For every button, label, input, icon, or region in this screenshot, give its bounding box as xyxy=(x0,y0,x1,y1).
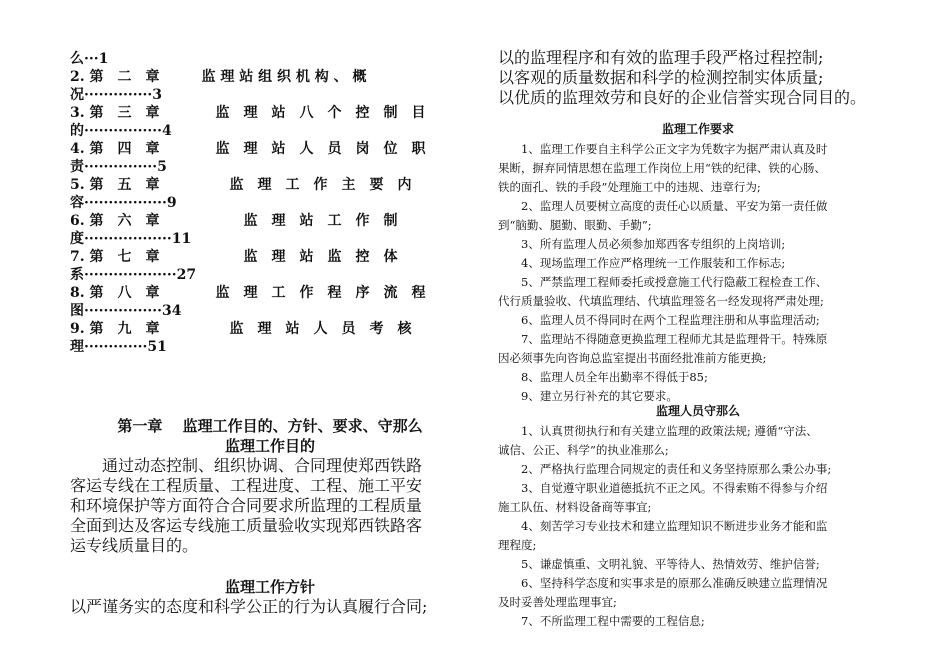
paragraph-line: 通过动态控制、组织协调、合同理使郑西铁路 xyxy=(102,456,423,475)
list-item: 果断，摒弃同情思想在监理工作岗位上用“铁的纪律、铁的心肠、 xyxy=(498,161,826,175)
policy-section xyxy=(70,577,470,617)
list-item: 3、所有监理人员必须参加郑西客专组织的上岗培训; xyxy=(498,237,786,251)
requirements-section xyxy=(498,118,898,406)
list-item: 6、监理人员不得同时在两个工程监理注册和从事监理活动; xyxy=(498,313,820,327)
toc-line: 8. 第 八 章 监 理 工 作 程 序 流 程 xyxy=(70,285,426,301)
chapter-one-section xyxy=(70,416,470,556)
conduct-rules-section xyxy=(498,400,898,631)
list-item: 及时妥善处理监理事宜; xyxy=(498,595,617,609)
toc-line: 7. 第 七 章 监 理 站 监 控 体 xyxy=(70,249,398,265)
section-title: 监理工作方针 xyxy=(224,578,315,596)
toc-line: 图················34 xyxy=(70,303,182,319)
toc-line: 4. 第 四 章 监 理 站 人 员 岗 位 职 xyxy=(70,141,426,157)
toc-line: 9. 第 九 章 监 理 站 人 员 考 核 xyxy=(70,321,412,337)
toc-line: 系···················27 xyxy=(70,267,197,283)
list-item: 6、坚持科学态度和实事求是的原那么准确反映建立监理情况 xyxy=(498,576,828,590)
list-item: 5、谦虚慎重、文明礼貌、平等待人、热情效劳、维护信誉; xyxy=(498,557,820,571)
list-item: 到“脑勤、腿勤、眼勤、手勤”; xyxy=(498,218,652,232)
section-title: 监理工作目的 xyxy=(224,437,315,455)
list-item: 7、监理站不得随意更换监理工程师尤其是监理骨干。特殊原 xyxy=(498,332,828,346)
paragraph-line: 以的监理程序和有效的监理手段严格过程控制; xyxy=(498,48,824,67)
list-item: 4、现场监理工作应严格理统一工作服装和工作标志; xyxy=(498,256,786,270)
policy-continuation xyxy=(498,48,898,108)
list-item: 2、严格执行监理合同规定的责任和义务坚持原那么秉公办事; xyxy=(498,462,832,476)
paragraph-line: 以优质的监理效劳和良好的企业信誉实现合同目的。 xyxy=(498,88,867,107)
chapter-title: 第一章 监理工作目的、方针、要求、守那么 xyxy=(117,417,423,435)
list-item: 因必须事先向咨询总监室提出书面经批准前方能更换; xyxy=(498,351,767,365)
toc-line: 况··············3 xyxy=(70,87,162,103)
list-item: 理程度; xyxy=(498,538,537,552)
list-item: 8、监理人员全年出勤率不得低于85; xyxy=(498,370,708,384)
list-item: 诚信、公正、科学”的执业准那么; xyxy=(498,443,669,457)
list-item: 9、建立另行补充的其它要求。 xyxy=(498,389,678,403)
list-item: 施工队伍、材料设备商等事宜; xyxy=(498,500,652,514)
paragraph-line: 以严谨务实的态度和科学公正的行为认真履行合同; xyxy=(70,597,428,616)
paragraph-line: 客运专线在工程质量、工程进度、工程、施工平安 xyxy=(70,476,423,495)
section-title: 监理人员守那么 xyxy=(655,404,740,418)
toc-line: 的················4 xyxy=(70,123,172,139)
table-of-contents xyxy=(70,50,470,356)
list-item: 1、监理工作要自主科学公正文字为凭数字为据严肃认真及时 xyxy=(498,142,828,156)
toc-line: 3. 第 三 章 监 理 站 八 个 控 制 目 xyxy=(70,105,426,121)
list-item: 4、刻苦学习专业技术和建立监理知识不断进步业务才能和监 xyxy=(498,519,828,533)
toc-line: 6. 第 六 章 监 理 站 工 作 制 xyxy=(70,213,398,229)
list-item: 2、监理人员要树立高度的责任心以质量、平安为第一责任做 xyxy=(498,199,828,213)
toc-line: 理·············51 xyxy=(70,339,167,355)
list-item: 代行质量验收、代填监理结、代填监理签名一经发现将严肃处理; xyxy=(498,294,824,308)
paragraph-line: 以客观的质量数据和科学的检测控制实体质量; xyxy=(498,68,824,87)
toc-line: 度··················11 xyxy=(70,231,192,247)
toc-line: 2. 第 二 章 监 理 站 组 织 机 构 、 概 xyxy=(70,69,367,85)
list-item: 3、自觉遵守职业道德抵抗不正之风。不得索贿不得参与介绍 xyxy=(498,481,828,495)
toc-line: 容·················9 xyxy=(70,195,177,211)
section-title: 监理工作要求 xyxy=(661,122,734,136)
list-item: 5、严禁监理工程师委托或授意施工代行隐蔽工程检查工作、 xyxy=(498,275,828,289)
paragraph-line: 和环境保护等方面符合合同要求所监理的工程质量 xyxy=(70,496,423,515)
paragraph-line: 全面到达及客运专线施工质量验收实现郑西铁路客 xyxy=(70,516,423,535)
paragraph-line: 运专线质量目的。 xyxy=(70,536,199,555)
list-item: 7、不所监理工程中需要的工程信息; xyxy=(498,614,705,628)
list-item: 1、认真贯彻执行和有关建立监理的政策法规; 遵循“守法、 xyxy=(498,424,818,438)
toc-line: 么···1 xyxy=(70,51,109,67)
toc-line: 责···············5 xyxy=(70,159,167,175)
list-item: 铁的面孔、铁的手段”处理施工中的违规、违章行为; xyxy=(498,180,761,194)
toc-line: 5. 第 五 章 监 理 工 作 主 要 内 xyxy=(70,177,412,193)
